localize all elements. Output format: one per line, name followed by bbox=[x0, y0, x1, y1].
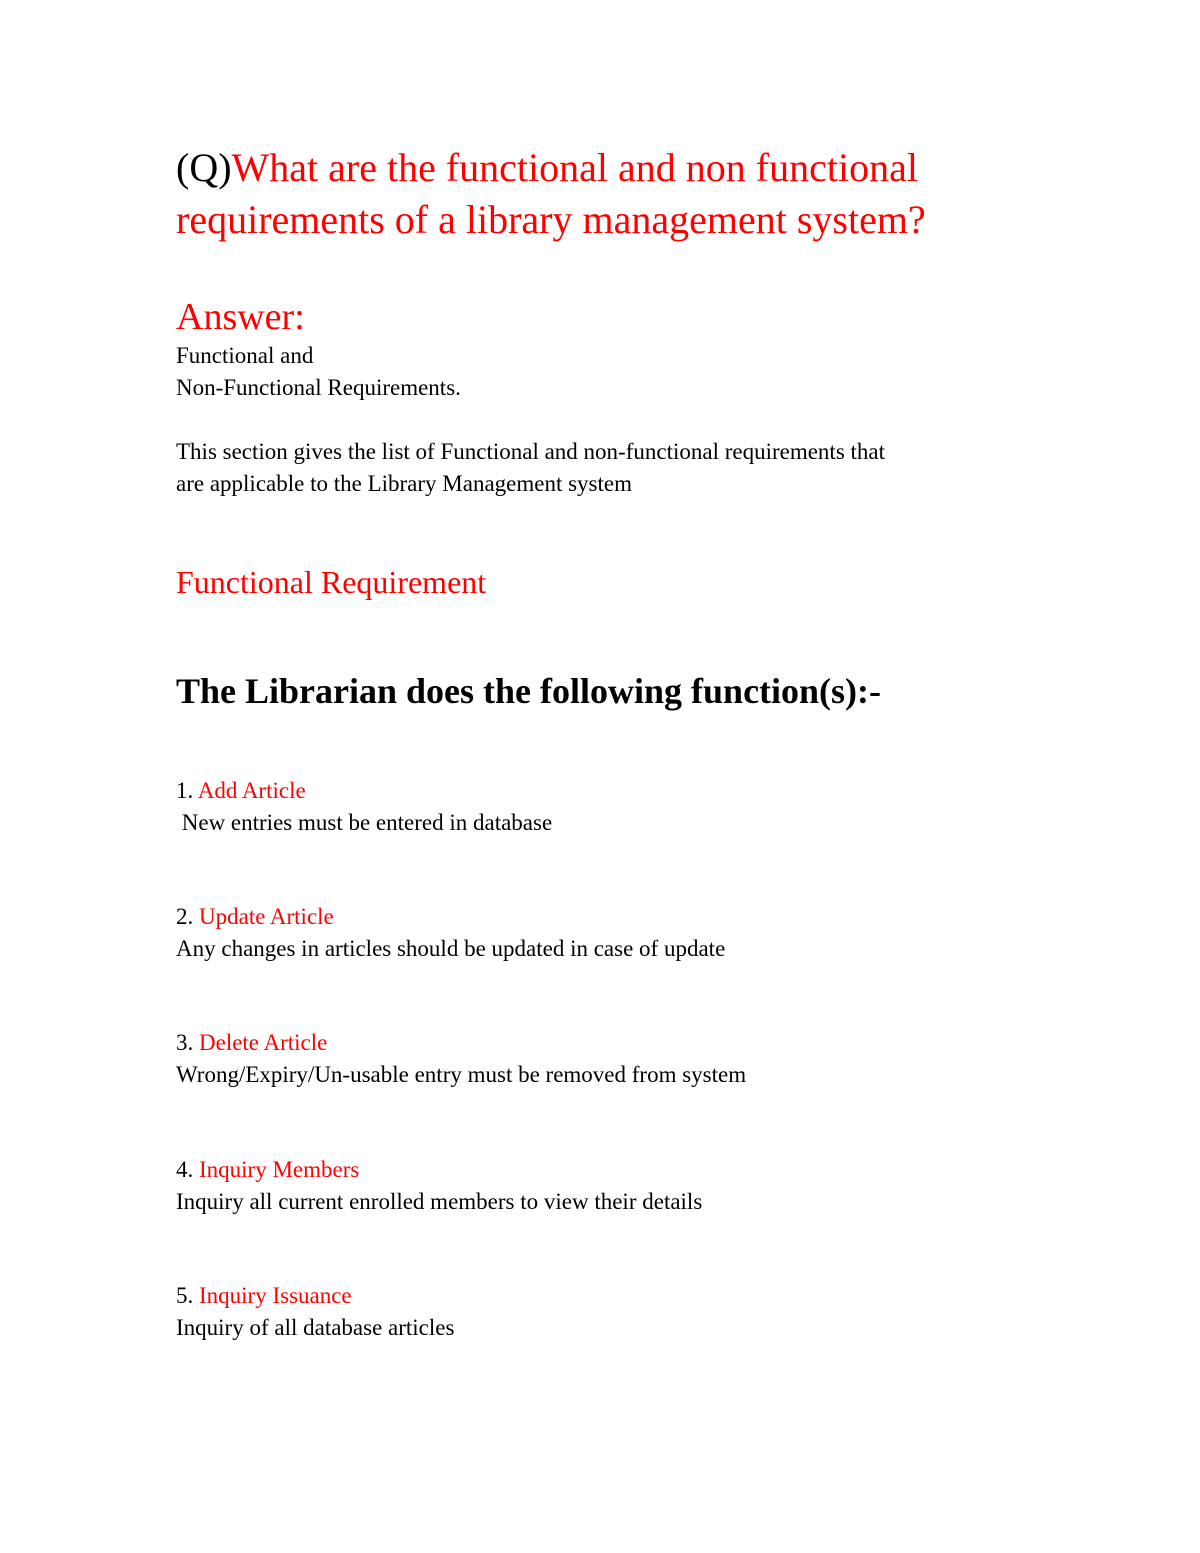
list-item-label: Delete Article bbox=[199, 1030, 328, 1055]
list-item-title bbox=[176, 1281, 352, 1311]
librarian-functions-heading: The Librarian does the following function(s):- bbox=[176, 671, 882, 711]
list-item-label: Inquiry Issuance bbox=[199, 1283, 352, 1308]
answer-label: Answer: bbox=[176, 296, 305, 338]
question-text-line-2: requirements of a library management system? bbox=[176, 197, 926, 242]
list-item-title bbox=[176, 1155, 359, 1185]
list-item-description: Wrong/Expiry/Un-usable entry must be removed from system bbox=[176, 1062, 747, 1087]
intro-paragraph-line-2: are applicable to the Library Management system bbox=[176, 471, 632, 496]
list-item-label: Inquiry Members bbox=[199, 1157, 360, 1182]
list-item-number: 4. bbox=[176, 1157, 199, 1182]
list-item-title bbox=[176, 776, 306, 806]
intro-line-2: Non-Functional Requirements. bbox=[176, 375, 461, 400]
list-item-title bbox=[176, 1028, 327, 1058]
list-item-label: Update Article bbox=[199, 904, 334, 929]
question-prefix: (Q) bbox=[176, 145, 232, 190]
list-item-title bbox=[176, 902, 334, 932]
list-item-description: New entries must be entered in database bbox=[176, 810, 553, 835]
intro-paragraph-line-1: This section gives the list of Functional and non-functional requirements that bbox=[176, 439, 886, 464]
question-text-line-1: What are the functional and non functional bbox=[231, 145, 918, 190]
list-item-number: 2. bbox=[176, 904, 199, 929]
question-line-1 bbox=[176, 143, 918, 193]
functional-requirement-heading: Functional Requirement bbox=[176, 564, 487, 600]
list-item-number: 1. bbox=[176, 778, 198, 803]
list-item-description: Inquiry of all database articles bbox=[176, 1315, 455, 1340]
list-item-label: Add Article bbox=[197, 778, 306, 803]
list-item-description: Inquiry all current enrolled members to view their details bbox=[176, 1189, 703, 1214]
list-item-description: Any changes in articles should be updated in case of update bbox=[176, 936, 726, 961]
intro-line-1: Functional and bbox=[176, 343, 314, 368]
list-item-number: 5. bbox=[176, 1283, 199, 1308]
list-item-number: 3. bbox=[176, 1030, 199, 1055]
